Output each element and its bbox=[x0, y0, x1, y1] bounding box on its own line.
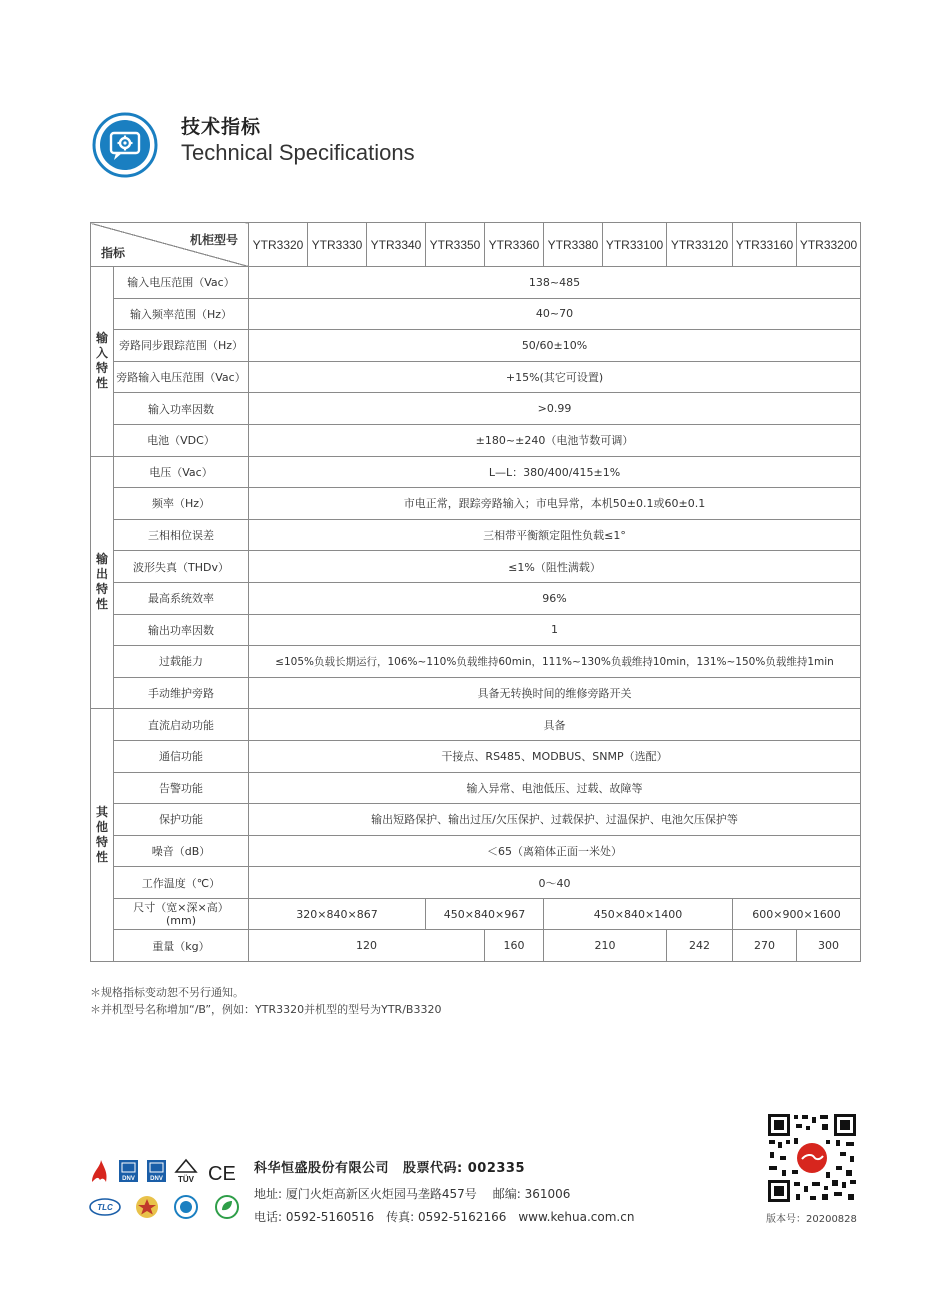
row-label: 输入电压范围（Vac） bbox=[114, 267, 249, 299]
table-row bbox=[91, 804, 861, 836]
ce-logo-icon bbox=[208, 1163, 236, 1185]
row-value: L—L：380/400/415±1% bbox=[249, 456, 861, 488]
row-label: 手动维护旁路 bbox=[114, 677, 249, 709]
table-row bbox=[91, 772, 861, 804]
spec-table bbox=[90, 222, 861, 962]
svg-text:DNV: DNV bbox=[150, 1176, 163, 1182]
row-label: 直流启动功能 bbox=[114, 709, 249, 741]
table-row bbox=[91, 361, 861, 393]
page-title-cn: 技术指标 bbox=[181, 116, 262, 138]
row-value: 干接点、RS485、MODBUS、SNMP（选配） bbox=[249, 740, 861, 772]
table-row bbox=[91, 424, 861, 456]
dnv-logo-icon bbox=[147, 1160, 166, 1182]
row-label: 输入频率范围（Hz） bbox=[114, 298, 249, 330]
postcode: 邮编: 361006 bbox=[492, 1187, 571, 1201]
model-header: YTR3330 bbox=[308, 223, 367, 267]
model-header: YTR33160 bbox=[733, 223, 797, 267]
svg-text:DNV: DNV bbox=[122, 1176, 135, 1182]
gear-chat-icon bbox=[92, 112, 158, 178]
row-label: 频率（Hz） bbox=[114, 488, 249, 520]
row-label-size: 尺寸（宽×深×高） (mm) bbox=[114, 898, 249, 930]
dnv-logo-icon bbox=[119, 1160, 138, 1182]
row-label: 告警功能 bbox=[114, 772, 249, 804]
stock-code: 股票代码: 002335 bbox=[403, 1161, 526, 1176]
table-row bbox=[91, 267, 861, 299]
row-label: 波形失真（THDv） bbox=[114, 551, 249, 583]
tlc-logo-icon bbox=[90, 1199, 120, 1215]
fax: 传真: 0592-5162166 bbox=[386, 1210, 507, 1224]
row-label: 最高系统效率 bbox=[114, 582, 249, 614]
row-value: 具备无转换时间的维修旁路开关 bbox=[249, 677, 861, 709]
table-row bbox=[91, 488, 861, 520]
corner-label-indicator: 指标 bbox=[101, 246, 126, 260]
row-value: 输出短路保护、输出过压/欠压保护、过载保护、过温保护、电池欠压保护等 bbox=[249, 804, 861, 836]
table-row bbox=[91, 835, 861, 867]
row-value: 输入异常、电池低压、过载、故障等 bbox=[249, 772, 861, 804]
corner-label-model: 机柜型号 bbox=[189, 233, 238, 247]
row-value: 具备 bbox=[249, 709, 861, 741]
svg-text:TLC: TLC bbox=[97, 1203, 113, 1212]
address-line bbox=[254, 1185, 570, 1202]
row-value: ±180~±240（电池节数可调） bbox=[249, 424, 861, 456]
weight-value: 242 bbox=[667, 930, 733, 962]
company-name: 科华恒盛股份有限公司 bbox=[254, 1161, 390, 1176]
row-label: 通信功能 bbox=[114, 740, 249, 772]
model-header: YTR3340 bbox=[367, 223, 426, 267]
table-row bbox=[91, 614, 861, 646]
row-label: 输入功率因数 bbox=[114, 393, 249, 425]
model-header: YTR33120 bbox=[667, 223, 733, 267]
model-header: YTR33200 bbox=[797, 223, 861, 267]
green-logo-icon bbox=[216, 1196, 238, 1218]
table-header-row bbox=[91, 223, 861, 267]
table-row bbox=[91, 646, 861, 678]
footnote: ＊规格指标变动恕不另行通知。 bbox=[90, 986, 244, 999]
version-number: 版本号：20200828 bbox=[766, 1214, 857, 1225]
row-value: 50/60±10% bbox=[249, 330, 861, 362]
weight-value: 300 bbox=[797, 930, 861, 962]
group-label-input: 输 入 特 性 bbox=[91, 267, 114, 457]
table-row bbox=[91, 330, 861, 362]
weight-value: 160 bbox=[485, 930, 544, 962]
flame-logo-icon bbox=[92, 1160, 107, 1182]
row-label: 工作温度（℃） bbox=[114, 867, 249, 899]
contact-line bbox=[254, 1208, 646, 1225]
qr-code-icon[interactable] bbox=[766, 1112, 858, 1204]
badge-logo-icon bbox=[136, 1196, 158, 1218]
row-value: ＜65（离箱体正面一米处） bbox=[249, 835, 861, 867]
table-row bbox=[91, 298, 861, 330]
table-row bbox=[91, 456, 861, 488]
row-label: 输出功率因数 bbox=[114, 614, 249, 646]
row-value: ≤105%负载长期运行，106%~110%负载维持60min，111%~130%负载维持10min，131%~150%负载维持1min bbox=[249, 646, 861, 678]
award-logo-icon bbox=[175, 1196, 197, 1218]
row-value: 40~70 bbox=[249, 298, 861, 330]
model-header: YTR3380 bbox=[544, 223, 603, 267]
row-label: 过载能力 bbox=[114, 646, 249, 678]
model-header: YTR3320 bbox=[249, 223, 308, 267]
table-row bbox=[91, 393, 861, 425]
table-row bbox=[91, 677, 861, 709]
weight-value: 270 bbox=[733, 930, 797, 962]
table-row-size bbox=[91, 898, 861, 930]
row-label: 三相相位误差 bbox=[114, 519, 249, 551]
table-row bbox=[91, 709, 861, 741]
size-value: 450×840×1400 bbox=[544, 898, 733, 930]
website-link[interactable]: www.kehua.com.cn bbox=[518, 1210, 635, 1224]
table-row bbox=[91, 582, 861, 614]
group-label-other: 其 他 特 性 bbox=[91, 709, 114, 962]
model-header: YTR33100 bbox=[603, 223, 667, 267]
model-header: YTR3360 bbox=[485, 223, 544, 267]
phone: 电话: 0592-5160516 bbox=[254, 1210, 375, 1224]
size-value: 320×840×867 bbox=[249, 898, 426, 930]
row-label: 旁路同步跟踪范围（Hz） bbox=[114, 330, 249, 362]
weight-value: 210 bbox=[544, 930, 667, 962]
row-value: 138~485 bbox=[249, 267, 861, 299]
model-header: YTR3350 bbox=[426, 223, 485, 267]
table-row bbox=[91, 740, 861, 772]
row-value: 三相带平衡额定阻性负载≤1° bbox=[249, 519, 861, 551]
weight-value: 120 bbox=[249, 930, 485, 962]
address: 地址: 厦门火炬高新区火炬园马垄路457号 bbox=[254, 1187, 477, 1201]
table-row bbox=[91, 519, 861, 551]
row-value: 1 bbox=[249, 614, 861, 646]
row-value: 0～40 bbox=[249, 867, 861, 899]
row-label: 保护功能 bbox=[114, 804, 249, 836]
row-value: 96% bbox=[249, 582, 861, 614]
row-value: >0.99 bbox=[249, 393, 861, 425]
table-row-weight bbox=[91, 930, 861, 962]
tuv-logo-icon bbox=[176, 1160, 196, 1184]
group-label-output: 输 出 特 性 bbox=[91, 456, 114, 709]
header-corner-cell bbox=[91, 223, 249, 267]
row-label: 电池（VDC） bbox=[114, 424, 249, 456]
svg-text:CE: CE bbox=[208, 1163, 236, 1185]
footnote: ＊并机型号名称增加“/B”，例如：YTR3320并机型的型号为YTR/B3320 bbox=[90, 1003, 442, 1016]
page-title-en: Technical Specifications bbox=[181, 140, 415, 165]
row-value: ≤1%（阻性满载） bbox=[249, 551, 861, 583]
row-label-weight: 重量（kg） bbox=[114, 930, 249, 962]
certification-logos bbox=[88, 1158, 243, 1220]
row-label: 电压（Vac） bbox=[114, 456, 249, 488]
size-value: 600×900×1600 bbox=[733, 898, 861, 930]
row-value: +15%(其它可设置) bbox=[249, 361, 861, 393]
company-info bbox=[254, 1157, 525, 1176]
table-row bbox=[91, 867, 861, 899]
row-label: 旁路输入电压范围（Vac） bbox=[114, 361, 249, 393]
table-row bbox=[91, 551, 861, 583]
row-label: 噪音（dB） bbox=[114, 835, 249, 867]
footnotes bbox=[90, 984, 441, 1018]
row-value: 市电正常，跟踪旁路输入；市电异常，本机50±0.1或60±0.1 bbox=[249, 488, 861, 520]
size-value: 450×840×967 bbox=[426, 898, 544, 930]
svg-text:TÜV: TÜV bbox=[178, 1175, 194, 1184]
